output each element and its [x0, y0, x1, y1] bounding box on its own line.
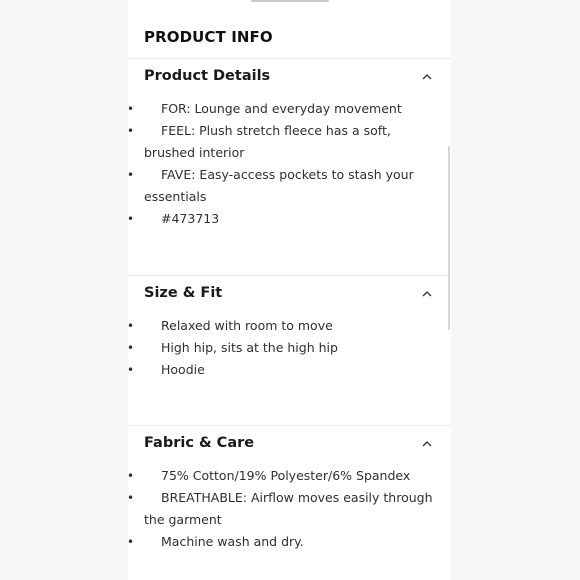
scrollbar-thumb[interactable]	[448, 146, 450, 330]
divider	[128, 425, 451, 426]
list-item: • BREATHABLE: Airflow moves easily through the garment	[144, 487, 434, 531]
list-item: • Relaxed with room to move	[144, 315, 434, 337]
product-details-list	[144, 98, 434, 230]
fabric-care-list	[144, 465, 434, 553]
list-item: • FAVE: Easy-access pockets to stash your essentials	[144, 164, 434, 208]
list-item: • #473713	[144, 208, 434, 230]
size-fit-list	[144, 315, 434, 381]
list-item: • High hip, sits at the high hip	[144, 337, 434, 359]
sheet-handle[interactable]	[251, 0, 329, 2]
chevron-up-icon[interactable]	[422, 73, 432, 80]
divider	[128, 58, 451, 59]
divider	[128, 275, 451, 276]
page-title: PRODUCT INFO	[144, 28, 273, 46]
list-item: • 75% Cotton/19% Polyester/6% Spandex	[144, 465, 434, 487]
list-item: • Hoodie	[144, 359, 434, 381]
list-item: • FOR: Lounge and everyday movement	[144, 98, 434, 120]
list-item: • Machine wash and dry.	[144, 531, 434, 553]
chevron-up-icon[interactable]	[422, 290, 432, 297]
scrollbar[interactable]	[448, 146, 451, 330]
product-info-panel	[128, 0, 451, 580]
section-title-fabric-care[interactable]: Fabric & Care	[144, 435, 255, 451]
section-title-product-details[interactable]: Product Details	[144, 68, 271, 84]
chevron-up-icon[interactable]	[422, 440, 432, 447]
list-item: • FEEL: Plush stretch fleece has a soft, brushed interior	[144, 120, 434, 164]
section-title-size-fit[interactable]: Size & Fit	[144, 285, 223, 301]
